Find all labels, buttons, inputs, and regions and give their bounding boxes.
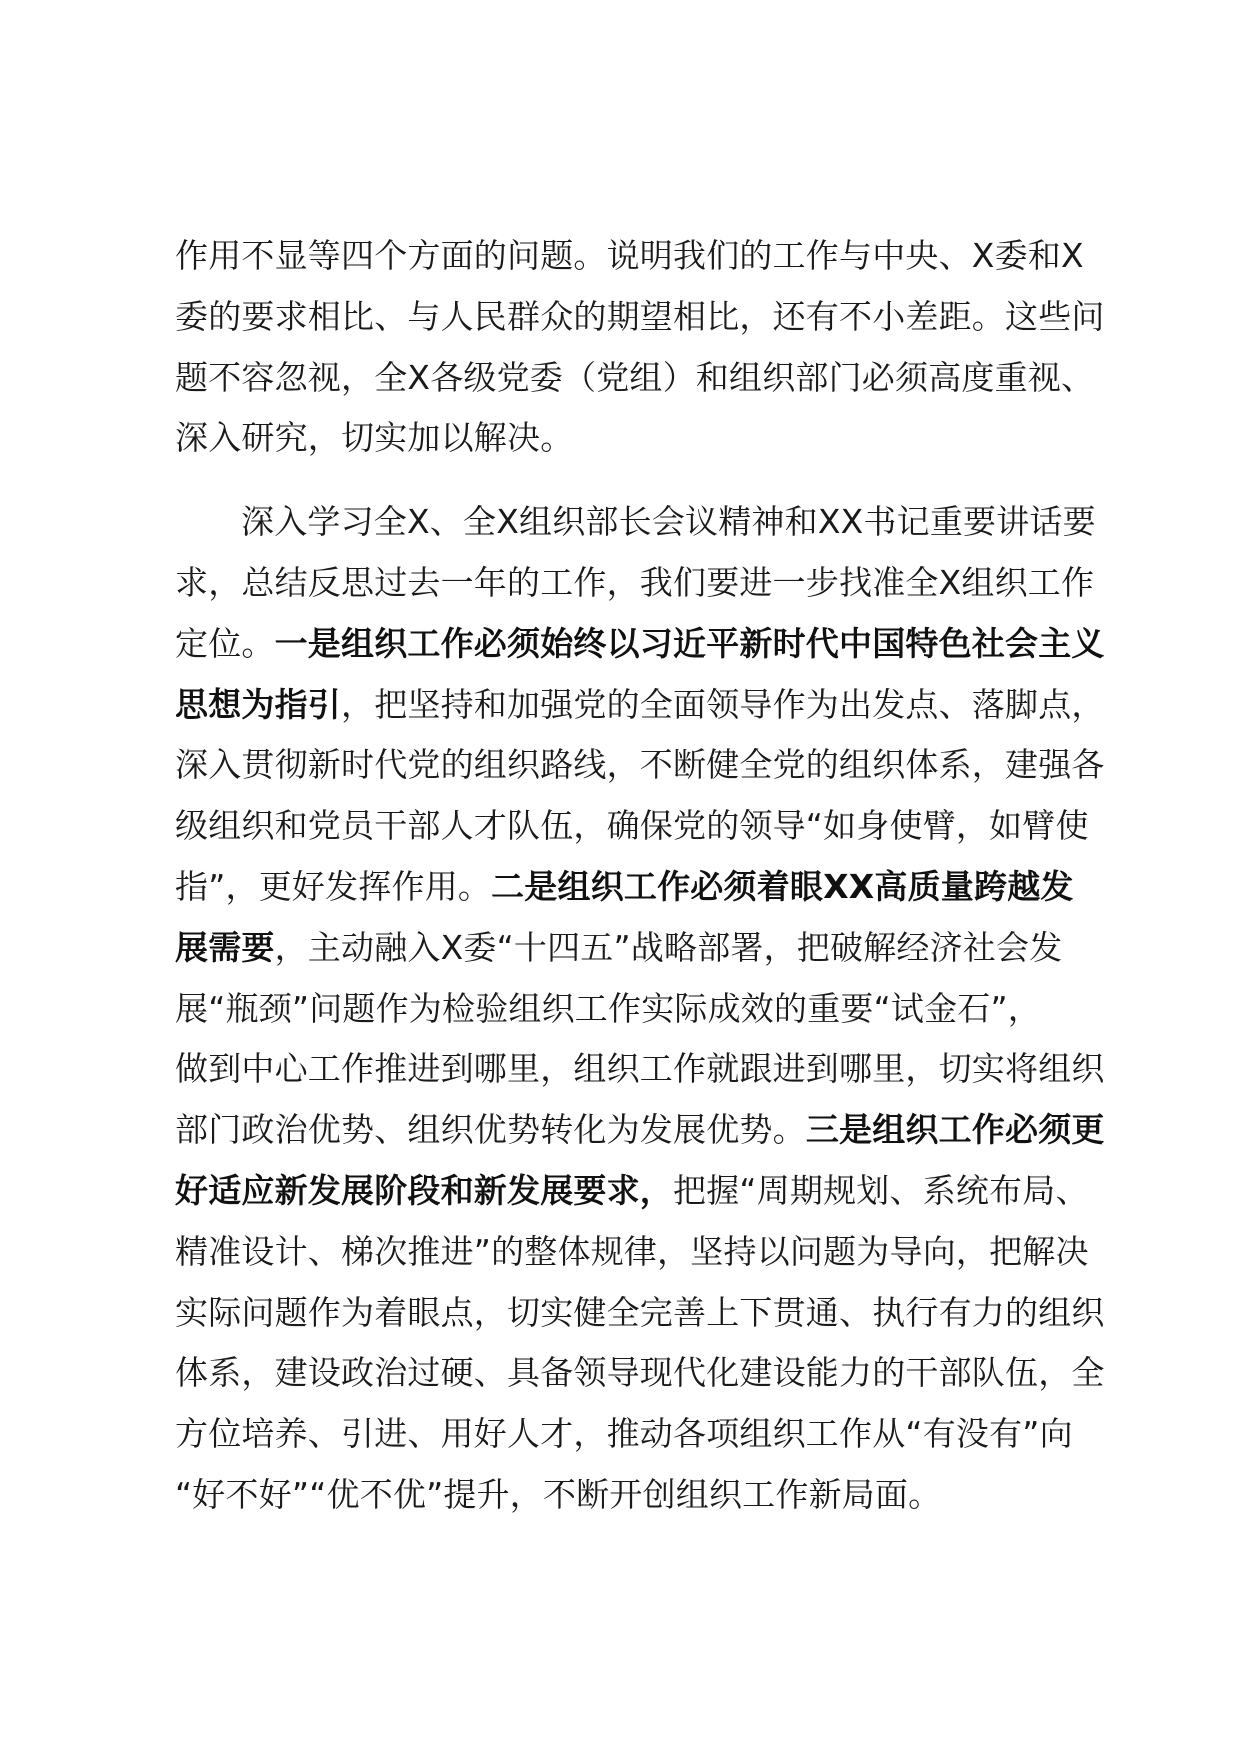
- text-line: 做到中心工作推进到哪里，组织工作就跟进到哪里，切实将组织: [175, 1049, 1105, 1089]
- text-line: [175, 918, 1115, 979]
- paragraph-2: [175, 492, 1115, 1526]
- bold-heading-3: 三是组织工作必须更: [805, 1110, 1105, 1150]
- bold-heading-2: 二是组织工作必须着眼XX高质量跨越发: [491, 866, 1074, 906]
- bold-heading-2-cont: 展需要: [175, 927, 275, 967]
- text-line: 求，总结反思过去一年的工作，我们要进一步找准全X组织工作: [175, 562, 1095, 602]
- text-line: 深入贯彻新时代党的组织路线，不断健全党的组织体系，建强各: [175, 745, 1105, 785]
- text-line: 体系，建设政治过硬、具备领导现代化建设能力的干部队伍，全: [175, 1353, 1105, 1393]
- text-line: 作用不显等四个方面的问题。说明我们的工作与中央、X委和X: [175, 236, 1084, 275]
- text-line: 展“瓶颈”问题作为检验组织工作实际成效的重要“试金石”，: [175, 988, 1041, 1028]
- text-run: 定位。: [175, 623, 275, 663]
- text-line: 深入学习全X、全X组织部长会议精神和XX书记重要讲话要: [241, 502, 1096, 542]
- text-line: [175, 1161, 1115, 1222]
- text-run: 部门政治优势、组织优势转化为发展优势。: [175, 1110, 806, 1150]
- text-run: ，把坚持和加强党的全面领导作为出发点、落脚点，: [341, 684, 1105, 724]
- text-line: 题不容忽视，全X各级党委（党组）和组织部门必须高度重视、: [175, 357, 1095, 397]
- body-text: [175, 226, 1115, 1526]
- text-run: 指”，更好发挥作用。: [175, 866, 492, 906]
- text-line: [175, 1100, 1115, 1161]
- text-line: [175, 857, 1115, 918]
- paragraph-1: [175, 226, 1115, 469]
- text-line: 方位培养、引进、用好人才，推动各项组织工作从“有没有”向: [175, 1414, 1073, 1454]
- text-line: 深入研究，切实加以解决。: [175, 418, 574, 458]
- text-line: 实际问题作为着眼点，切实健全完善上下贯通、执行有力的组织: [175, 1292, 1105, 1332]
- text-line: 级组织和党员干部人才队伍，确保党的领导“如身使臂，如臂使: [175, 806, 1089, 846]
- text-run: ，主动融入X委“十四五”战略部署，把破解经济社会发: [274, 927, 1063, 967]
- text-line: [175, 614, 1115, 675]
- bold-heading-3-cont: 好适应新发展阶段和新发展要求，: [175, 1170, 673, 1210]
- text-line: “好不好”“优不优”提升，不断开创组织工作新局面。: [175, 1474, 942, 1514]
- paragraph-spacer: [175, 469, 1115, 492]
- text-run: 把握“周期规划、系统布局、: [673, 1170, 1089, 1210]
- text-line: 委的要求相比、与人民群众的期望相比，还有不小差距。这些问: [175, 296, 1105, 336]
- text-line: 精准设计、梯次推进”的整体规律，坚持以问题为导向，把解决: [175, 1231, 1089, 1271]
- bold-heading-1-cont: 思想为指引: [175, 684, 341, 724]
- text-line: [175, 675, 1115, 736]
- bold-heading-1: 一是组织工作必须始终以习近平新时代中国特色社会主义: [274, 623, 1105, 663]
